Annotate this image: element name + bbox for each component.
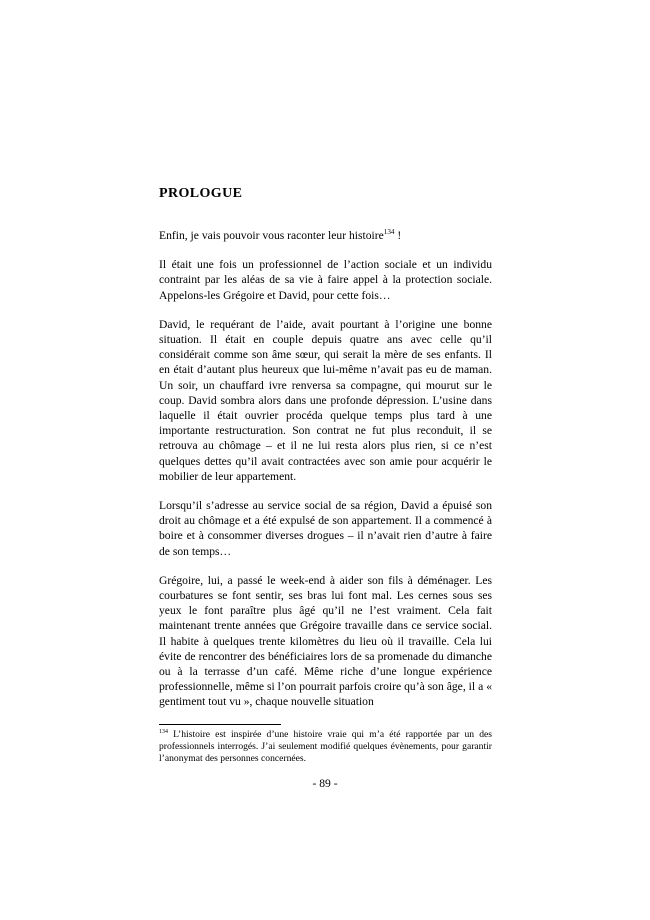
page-number: - 89 - <box>312 777 338 790</box>
intro-text: Enfin, je vais pouvoir vous raconter leur histoire <box>159 229 384 242</box>
paragraph: Il était une fois un professionnel de l’action sociale et un individu contraint par les aléas de sa vie à faire appel à la protection sociale. Appelons-les Grégoire et David, pour cette fois… <box>159 258 492 302</box>
intro-punctuation: ! <box>394 229 402 242</box>
paragraph: David, le requérant de l’aide, avait pourtant à l’origine une bonne situation. Il était en couple depuis quatre ans avec celle qu’il considérait comme son âme sœur, qui serait la mère de ses enfants. Il en était d’autant plus heureux que lui-même n’avait pas eu de maman. Un soir, un chauffard ivre renversa sa compagne, qui mourut sur le coup. David sombra alors dans une profonde dépression. L’usine dans laquelle il était ouvrier procéda quelque temps plus tard à une importante restructuration. Son contrat ne fut plus reconduit, il se retrouva au chômage – et il ne lui resta alors plus rien, si ce n’est quelques dettes qu’il avait contractées avec son amie pour acquérir le mobilier de leur appartement. <box>159 317 492 483</box>
footnote-number: 134 <box>159 728 168 735</box>
page-content <box>159 186 492 764</box>
footnote-reference: 134 <box>383 228 395 237</box>
footnote-separator <box>159 724 281 725</box>
intro-line <box>159 228 492 243</box>
footnote-text: L’histoire est inspirée d’une histoire vraie qui m’a été rapportée par un des professionnels interrogés. J’ai seulement modifié quelques évènements, pour garantir l’anonymat des personnes concernées. <box>159 728 492 764</box>
chapter-heading: PROLOGUE <box>159 186 243 201</box>
footnote <box>159 729 492 765</box>
paragraph: Grégoire, lui, a passé le week-end à aider son fils à déménager. Les courbatures se font sentir, ses bras lui font mal. Les cernes sous ses yeux le font paraître plus âgé qu’il ne l’est vraiment. Cela fait maintenant trente années que Grégoire travaille dans ce service social. Il habite à quelques trente kilomètres du lieu où il travaille. Cela lui évite de rencontrer des bénéficiaires lors de sa promenade du dimanche ou à la terrasse d’un café. Même riche d’une longue expérience professionnelle, même si l’on pourrait parfois croire qu’à son âge, il a « gentiment tout vu », chaque nouvelle situation <box>159 573 492 709</box>
paragraph: Lorsqu’il s’adresse au service social de sa région, David a épuisé son droit au chômage et a été expulsé de son appartement. Il a commencé à boire et à consommer diverses drogues – il n’avait rien d’autre à faire de son temps… <box>159 499 492 558</box>
